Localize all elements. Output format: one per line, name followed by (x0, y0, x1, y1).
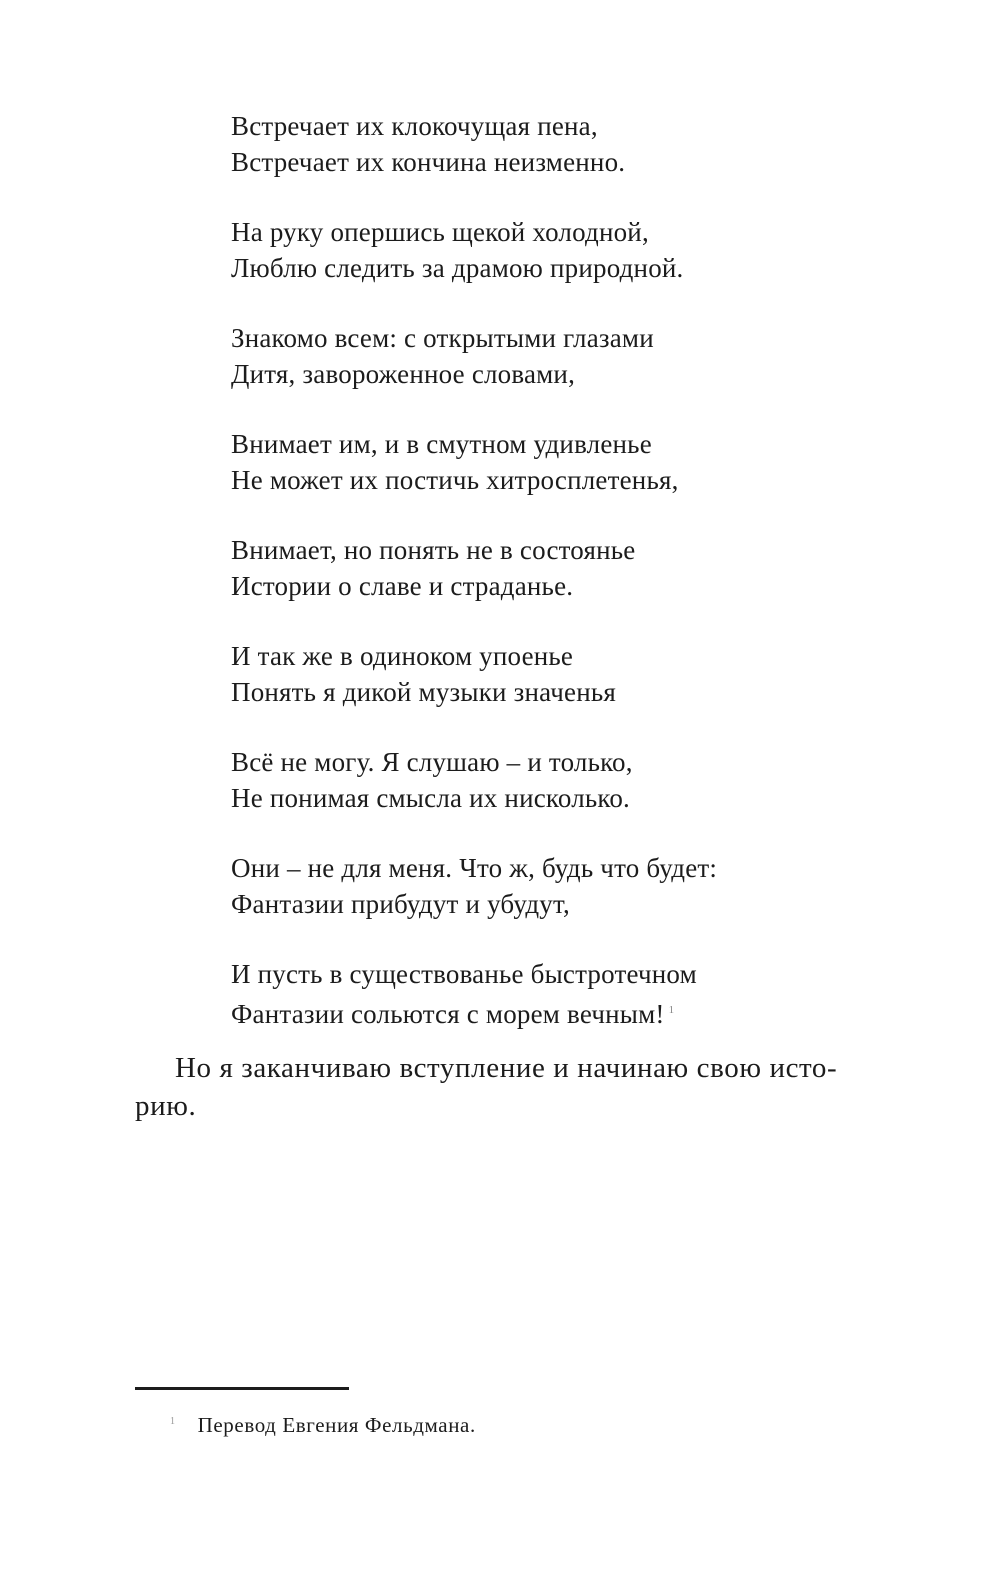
poem-line: Фантазии прибудут и убудут, (231, 889, 570, 919)
poem-line: На руку опершись щекой холодной, (231, 217, 649, 247)
poem-line: Люблю следить за драмою природной. (231, 253, 684, 283)
stanza (231, 744, 717, 816)
poem-line: Истории о славе и страданье. (231, 571, 574, 601)
poem-line: И пусть в существованье быстротечном (231, 959, 697, 989)
poem-line: Внимает, но понять не в состоянье (231, 535, 636, 565)
footnote-divider (135, 1387, 349, 1390)
prose-paragraph (135, 1049, 915, 1125)
stanza (231, 108, 717, 180)
poem-line: Они – не для меня. Что ж, будь что будет: (231, 853, 718, 883)
stanza (231, 426, 717, 498)
stanza (231, 320, 717, 392)
poem-line: Знакомо всем: с открытыми глазами (231, 323, 654, 353)
poem-line: Не может их постичь хитросплетенья, (231, 465, 679, 495)
footnote-marker: 1 (170, 1416, 176, 1427)
poem-line: Не понимая смысла их нисколько. (231, 783, 630, 813)
stanza (231, 956, 717, 1032)
poem-line: Дитя, завороженное словами, (231, 359, 576, 389)
stanza (231, 532, 717, 604)
poem-line: Понять я дикой музыки значенья (231, 677, 617, 707)
poem-line: Всё не могу. Я слушаю – и только, (231, 747, 633, 777)
prose-line: Но я заканчиваю вступление и начинаю свою исто- (175, 1052, 838, 1084)
poem-line: И так же в одиноком упоенье (231, 641, 574, 671)
poem-line-text: Фантазии сольются с морем вечным! (231, 999, 665, 1029)
prose-line: рию. (135, 1090, 197, 1122)
footnote-text: Перевод Евгения Фельдмана. (197, 1413, 476, 1437)
footnote (170, 1408, 476, 1439)
stanza (231, 638, 717, 710)
poem-line-with-footnote (231, 992, 717, 1032)
poem (231, 108, 717, 1066)
stanza (231, 850, 717, 922)
poem-line: Внимает им, и в смутном удивленье (231, 429, 652, 459)
poem-line: Встречает их клокочущая пена, (231, 111, 598, 141)
footnote-marker[interactable]: 1 (668, 1004, 675, 1016)
poem-line: Встречает их кончина неизменно. (231, 147, 626, 177)
stanza (231, 214, 717, 286)
